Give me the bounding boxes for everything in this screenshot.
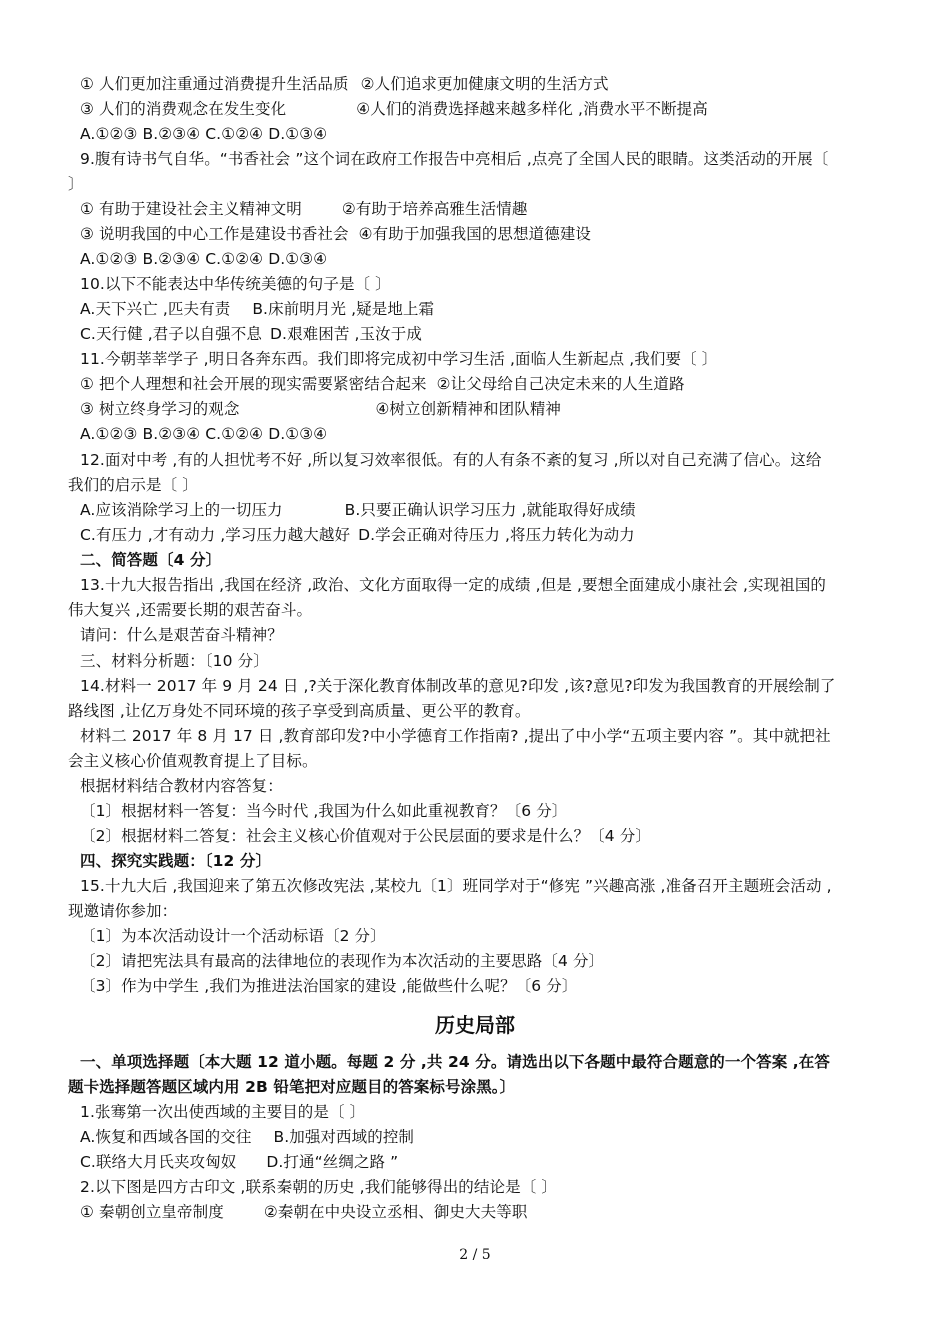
history-section-1-header-cont: 题卡选择题答题区域内用 2B 铅笔把对应题目的答案标号涂黑。〕 xyxy=(68,1078,516,1096)
option-2: ②秦朝在中央设立丞相、御史大夫等职 xyxy=(263,1203,528,1221)
q10-option-line-1 xyxy=(80,299,434,319)
option-c: C.天行健 ,君子以自强不息 xyxy=(80,325,263,343)
option-d: D.打通“丝绸之路 ” xyxy=(266,1153,399,1171)
q13-ask: 请问：什么是艰苦奋斗精神？ xyxy=(80,626,283,644)
q15-stem-cont: 现邀请你参加： xyxy=(68,902,178,920)
q15-sub-1: 〔1〕为本次活动设计一个活动标语〔2 分〕 xyxy=(80,927,386,945)
option-4: ④人们的消费选择越来越多样化 ,消费水平不断提高 xyxy=(356,100,708,118)
q9-choices: A.①②③ B.②③④ C.①②④ D.①③④ xyxy=(80,250,328,268)
page-number: 2 / 5 xyxy=(459,1247,491,1263)
q11-option-line-1 xyxy=(80,374,685,394)
q15-sub-2: 〔2〕请把宪法具有最高的法律地位的表现作为本次活动的主要思路〔4 分〕 xyxy=(80,952,605,970)
q11-stem: 11.今朝莘莘学子 ,明日各奔东西。我们即将完成初中学习生活 ,面临人生新起点 ,我们要〔 〕 xyxy=(80,350,718,368)
q13-stem-cont: 伟大复兴 ,还需要长期的艰苦奋斗。 xyxy=(68,601,313,619)
q9-stem-cont: 〕 xyxy=(68,175,84,193)
q8-option-line-2 xyxy=(80,99,708,119)
q9-stem: 9.腹有诗书气自华。“书香社会 ”这个词在政府工作报告中亮相后 ,点亮了全国人民的眼睛。这类活动的开展〔 xyxy=(80,150,829,168)
option-2: ②有助于培养高雅生活情趣 xyxy=(341,200,528,218)
option-3: ③ 说明我国的中心工作是建设书香社会 xyxy=(80,225,349,243)
option-3: ③ 树立终身学习的观念 xyxy=(80,400,240,418)
q12-stem-cont: 我们的启示是〔 〕 xyxy=(68,476,198,494)
q14-material-2: 材料二 2017 年 8 月 17 日 ,教育部印发?中小学德育工作指南? ,提出了中小学“五项主要内容 ”。其中就把社 xyxy=(80,727,831,745)
option-1: ① 人们更加注重通过消费提升生活品质 xyxy=(80,75,349,93)
option-b: B.只要正确认识学习压力 ,就能取得好成绩 xyxy=(344,501,636,519)
history-section-1-header: 一、单项选择题〔本大题 12 道小题。每题 2 分 ,共 24 分。请选出以下各题中最符合题意的一个答案 ,在答 xyxy=(80,1053,830,1071)
option-c: C.有压力 ,才有动力 ,学习压力越大越好 xyxy=(80,526,351,544)
section-4-title: 四、探究实践题：〔12 分〕 xyxy=(80,852,272,870)
q9-option-line-1 xyxy=(80,199,527,219)
q14-sub-2: 〔2〕根据材料二答复：社会主义核心价值观对于公民层面的要求是什么？〔4 分〕 xyxy=(80,827,651,845)
q14-sub-1: 〔1〕根据材料一答复：当今时代 ,我国为什么如此重视教育？〔6 分〕 xyxy=(80,802,568,820)
option-3: ③ 人们的消费观念在发生变化 xyxy=(80,100,287,118)
q15-stem: 15.十九大后 ,我国迎来了第五次修改宪法 ,某校九〔1〕班同学对于“修宪 ”兴趣高涨 ,准备召开主题班会活动 , xyxy=(80,877,832,895)
h-q2-option-line-1 xyxy=(80,1202,527,1222)
option-a: A.天下兴亡 ,匹夫有责 xyxy=(80,300,231,318)
section-3-title: 三、材料分析题：〔10 分〕 xyxy=(80,652,269,670)
option-1: ① 秦朝创立皇帝制度 xyxy=(80,1203,224,1221)
q11-option-line-2 xyxy=(80,399,561,419)
h-q2-stem: 2.以下图是四方古印文 ,联系秦朝的历史 ,我们能够得出的结论是〔 〕 xyxy=(80,1178,557,1196)
option-a: A.应该消除学习上的一切压力 xyxy=(80,501,283,519)
option-2: ②人们追求更加健康文明的生活方式 xyxy=(360,75,609,93)
q12-stem: 12.面对中考 ,有的人担忧考不好 ,所以复习效率很低。有的人有条不紊的复习 ,所以对自己充满了信心。这给 xyxy=(80,451,822,469)
q10-stem: 10.以下不能表达中华传统美德的句子是〔 〕 xyxy=(80,275,391,293)
history-section-title: 历史局部 xyxy=(435,1013,515,1037)
option-d: D.学会正确对待压力 ,将压力转化为动力 xyxy=(358,526,635,544)
option-1: ① 把个人理想和社会开展的现实需要紧密结合起来 xyxy=(80,375,427,393)
q8-option-line-1 xyxy=(80,74,609,94)
q9-option-line-2 xyxy=(80,224,591,244)
option-4: ④树立创新精神和团队精神 xyxy=(375,400,562,418)
option-d: D.艰难困苦 ,玉汝于成 xyxy=(270,325,422,343)
q15-sub-3: 〔3〕作为中学生 ,我们为推进法治国家的建设 ,能做些什么呢？〔6 分〕 xyxy=(80,977,578,995)
option-c: C.联络大月氏夹攻匈奴 xyxy=(80,1153,237,1171)
q14-material-1-cont: 路线图 ,让亿万身处不同环境的孩子享受到高质量、更公平的教育。 xyxy=(68,702,531,720)
h-q1-stem: 1.张骞第一次出使西域的主要目的是〔 〕 xyxy=(80,1103,366,1121)
option-a: A.恢复和西域各国的交往 xyxy=(80,1128,252,1146)
q14-material-2-cont: 会主义核心价值观教育提上了目标。 xyxy=(68,752,318,770)
h-q1-option-line-2 xyxy=(80,1152,398,1172)
q14-material-1: 14.材料一 2017 年 9 月 24 日 ,?关于深化教育体制改革的意见?印发 ,该?意见?印发为我国教育的开展绘制了 xyxy=(80,677,836,695)
h-q1-option-line-1 xyxy=(80,1127,414,1147)
q11-choices: A.①②③ B.②③④ C.①②④ D.①③④ xyxy=(80,425,328,443)
q13-stem: 13.十九大报告指出 ,我国在经济 ,政治、文化方面取得一定的成绩 ,但是 ,要想全面建成小康社会 ,实现祖国的 xyxy=(80,576,827,594)
q14-instruction: 根据材料结合教材内容答复： xyxy=(80,777,283,795)
option-4: ④有助于加强我国的思想道德建设 xyxy=(358,225,592,243)
q12-option-line-2 xyxy=(80,525,635,545)
q12-option-line-1 xyxy=(80,500,636,520)
q8-choices: A.①②③ B.②③④ C.①②④ D.①③④ xyxy=(80,125,328,143)
option-1: ① 有助于建设社会主义精神文明 xyxy=(80,200,302,218)
q10-option-line-2 xyxy=(80,324,422,344)
option-b: B.加强对西域的控制 xyxy=(273,1128,415,1146)
section-2-title: 二、简答题〔4 分〕 xyxy=(80,551,222,569)
option-2: ②让父母给自己决定未来的人生道路 xyxy=(436,375,685,393)
option-b: B.床前明月光 ,疑是地上霜 xyxy=(252,300,435,318)
